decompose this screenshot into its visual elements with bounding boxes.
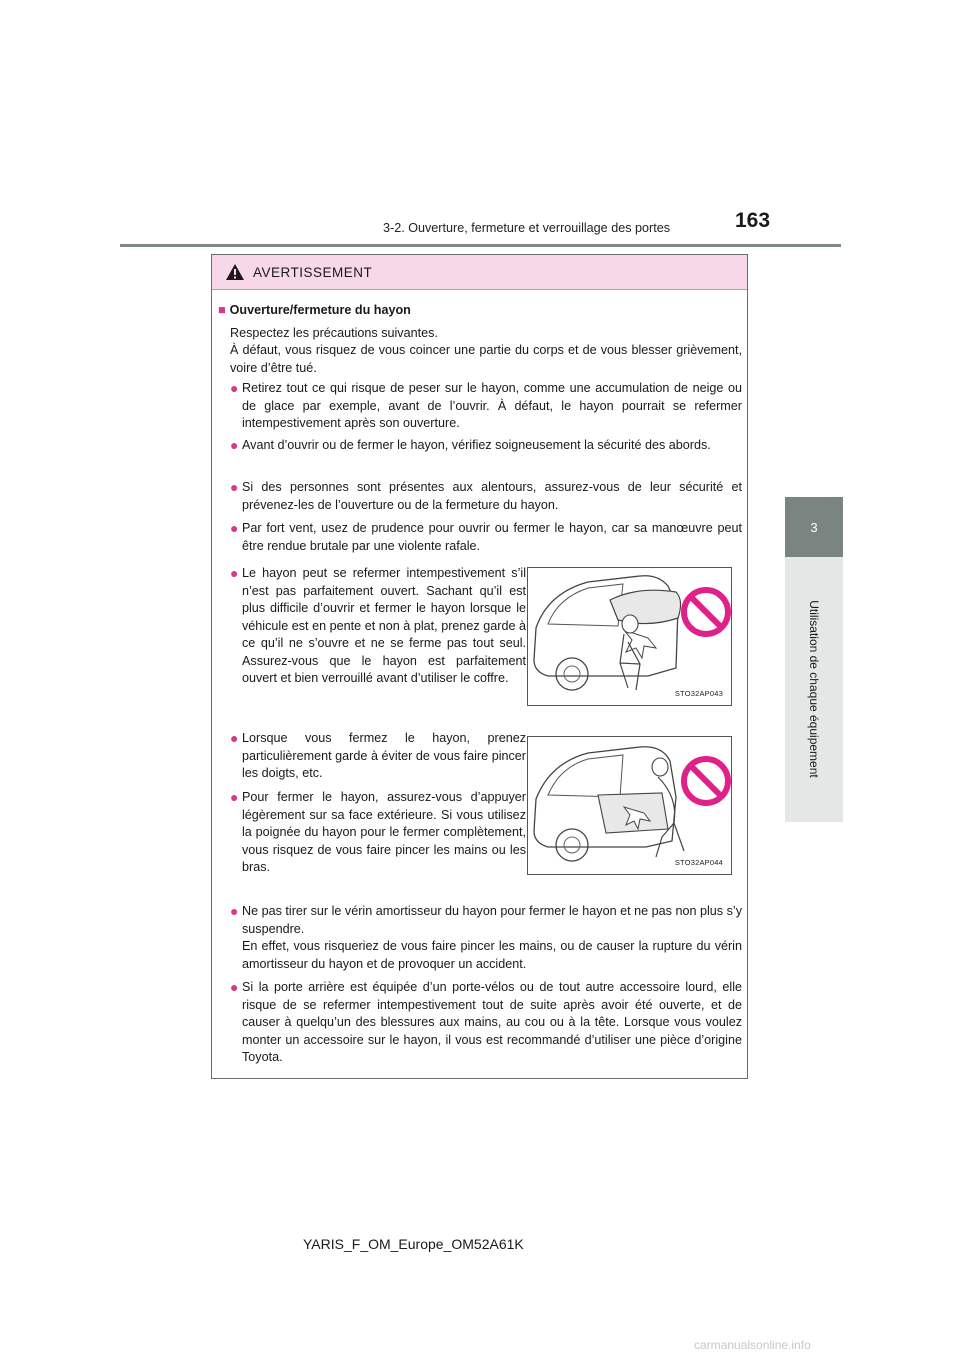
warning-header <box>212 255 747 290</box>
list-item: ● Si la porte arrière est équipée d’un porte-vélos ou de tout autre accessoire lourd, elle risque de se refermer intempestivement tout de suite après avoir été ouverte, et de causer à quelqu’un des blessures aux mains, au cou ou à la tête. Lorsque vous voulez monter un accessoire sur le hayon, il vous est recommandé d’utiliser une pièce d’origine Toyota. <box>230 979 742 1064</box>
warning-content <box>212 289 747 1078</box>
bullet-dot-icon: ● <box>230 789 239 805</box>
list-item: ● Ne pas tirer sur le vérin amortisseur du hayon pour fermer le hayon et ne pas non plus s’y suspendre. En effet, vous risqueriez de vous faire pincer les mains, ou de causer la rupture du vérin amortisseur du hayon et de provoquer un accident. <box>230 903 742 973</box>
list-item: ● Si des personnes sont présentes aux alentours, assurez-vous de leur sécurité et prévenez-les de l’ouverture ou de la fermeture du hayon. <box>230 479 742 512</box>
bullet-dot-icon: ● <box>230 479 239 495</box>
bullet-dot-icon: ● <box>230 565 239 581</box>
bullet-extra-text: En effet, vous risqueriez de vous faire pincer les mains, ou de causer la rupture du vérin amortisseur du hayon et de provoquer un accident. <box>242 939 742 971</box>
figure-caption: STO32AP043 <box>674 688 723 698</box>
chapter-tab-label: Utilisation de chaque équipement <box>807 600 821 778</box>
warning-triangle-icon <box>225 263 245 281</box>
section-heading-text: Ouverture/fermeture du hayon <box>229 303 411 317</box>
page-number: 163 <box>735 209 771 232</box>
list-item: ● Pour fermer le hayon, assurez-vous d’appuyer légèrement sur sa face extérieure. Si vous utilisez la poignée du hayon pour le fermer complètement, vous risquez de vous faire pincer les mains ou les bras. <box>230 789 526 874</box>
document-code: YARIS_F_OM_Europe_OM52A61K <box>303 1236 524 1252</box>
section-heading <box>218 302 411 320</box>
list-item: ● Lorsque vous fermez le hayon, prenez particulièrement garde à éviter de vous faire pincer les doigts, etc. <box>230 730 526 780</box>
illustration-tailgate-closing <box>527 736 732 875</box>
list-item: ● Par fort vent, usez de prudence pour ouvrir ou fermer le hayon, car sa manœuvre peut être rendue brutale par une violente rafale. <box>230 520 742 553</box>
chapter-tab <box>785 497 843 557</box>
bullet-dot-icon: ● <box>230 979 239 995</box>
chapter-tab-number: 3 <box>810 519 818 535</box>
list-item: ● Le hayon peut se refermer intempestivement s’il n’est pas parfaitement ouvert. Sachant qu’il est plus difficile d’ouvrir et fermer le hayon lorsque le véhicule est en pente et non à plat, prenez garde à ce qu’il ne s’ouvre et ne se ferme pas tout seul. Assurez-vous que le hayon est parfaitement ouvert et bien verrouillé avant d’utiliser le coffre. <box>230 565 526 685</box>
header-divider <box>120 244 841 247</box>
bullet-dot-icon: ● <box>230 380 239 396</box>
figure-caption: STO32AP044 <box>674 857 723 867</box>
chapter-section-title: 3-2. Ouverture, fermeture et verrouillage des portes <box>383 221 670 235</box>
bullet-dot-icon: ● <box>230 903 239 919</box>
square-bullet-icon: ■ <box>218 303 226 317</box>
list-item: ● Retirez tout ce qui risque de peser sur le hayon, comme une accumulation de neige ou de glace par exemple, avant de l’ouvrir. À défaut, le hayon pourrait se refermer intempestivement après son ouverture. <box>230 380 742 430</box>
intro-line-1: Respectez les précautions suivantes. <box>230 326 438 340</box>
bullet-dot-icon: ● <box>230 437 239 453</box>
intro-line-2: À défaut, vous risquez de vous coincer une partie du corps et de vous blesser grièvement, voire d’être tué. <box>230 343 742 375</box>
list-item: ● Avant d’ouvrir ou de fermer le hayon, vérifiez soigneusement la sécurité des abords. <box>230 437 711 453</box>
warning-title: AVERTISSEMENT <box>253 264 373 280</box>
illustration-tailgate-open <box>527 567 732 706</box>
bullet-dot-icon: ● <box>230 730 239 746</box>
watermark: carmanualsonline.info <box>694 1338 811 1352</box>
bullet-dot-icon: ● <box>230 520 239 536</box>
warning-box <box>211 254 748 1079</box>
